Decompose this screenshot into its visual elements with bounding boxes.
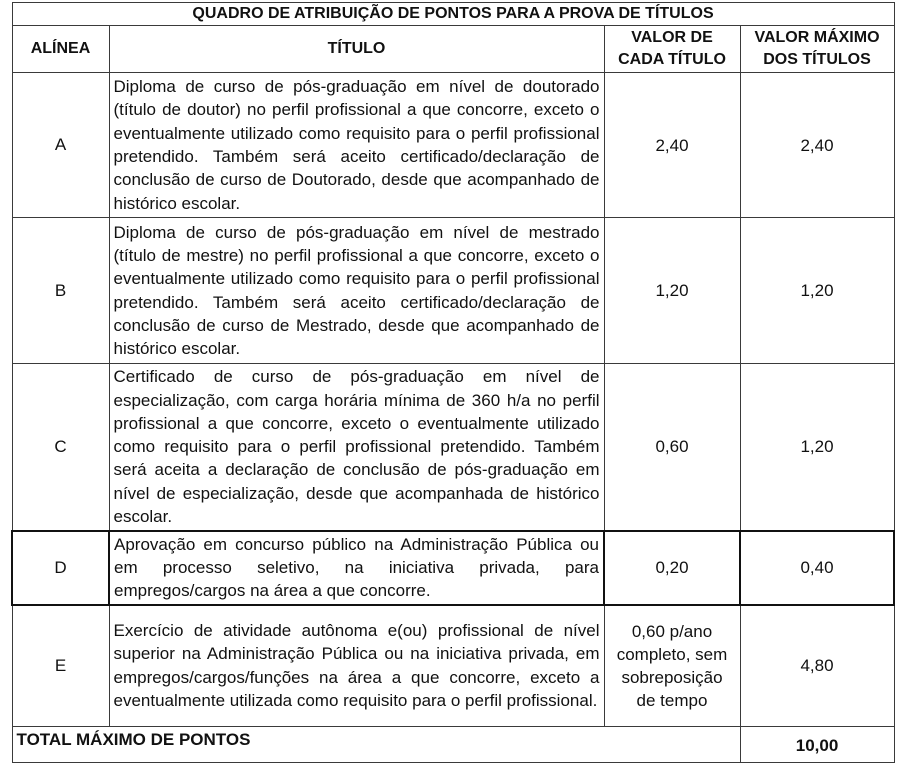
alinea-cell: C (12, 364, 109, 531)
table-row-c (12, 364, 894, 531)
valor-cada-cell (604, 605, 740, 727)
description-cell: Diploma de curso de pós-graduação em nível de mestrado (título de mestre) no perfil profissional a que concorre, exceto o eventualmente utilizado como requisito para o perfil profissional pretendido. Também será aceito certificado/declaração de conclusão de curso de Mestrado, desde que acompanhado de histórico escolar. (109, 218, 604, 364)
table-row-e (12, 605, 894, 727)
valor-cada-cell: 1,20 (604, 218, 740, 364)
header-titulo: TÍTULO (109, 26, 604, 73)
header-valor-maximo (740, 26, 894, 73)
valor-maximo-cell: 4,80 (740, 605, 894, 727)
description-cell: Diploma de curso de pós-graduação em nível de doutorado (título de doutor) no perfil profissional a que concorre, exceto o eventualmente utilizado como requisito para o perfil profissional pretendido. Também será aceito certificado/declaração de conclusão de curso de Doutorado, desde que acompanhado de histórico escolar. (109, 73, 604, 218)
document-page (11, 2, 895, 763)
description-cell: Certificado de curso de pós-graduação em nível de especialização, com carga horária mínima de 360 h/a no perfil profissional a que concorre, exceto o eventualmente utilizado como requisito para o perfil profissional pretendido. Também será aceita a declaração de conclusão de pós-graduação em nível de especialização, desde que acompanhada de histórico escolar. (109, 364, 604, 531)
header-alinea: ALÍNEA (12, 26, 109, 73)
alinea-cell: E (12, 605, 109, 727)
table-title: QUADRO DE ATRIBUIÇÃO DE PONTOS PARA A PROVA DE TÍTULOS (12, 3, 894, 26)
valor-maximo-cell: 0,40 (740, 531, 894, 605)
valor-cada-line: 0,60 p/ano (631, 621, 713, 641)
header-valor-cada-line-1: VALOR DE (631, 29, 713, 46)
description-cell: Aprovação em concurso público na Administração Pública ou em processo seletivo, na iniciativa privada, para empregos/cargos na área a que concorre. (109, 531, 604, 605)
header-valor-cada-line-2: CADA TÍTULO (618, 51, 726, 68)
total-value: 10,00 (740, 727, 894, 763)
valor-cada-line: completo, sem (616, 644, 728, 664)
alinea-cell: B (12, 218, 109, 364)
valor-cada-line: de tempo (636, 690, 708, 710)
valor-maximo-cell: 1,20 (740, 364, 894, 531)
total-row (12, 727, 894, 763)
table-row-b (12, 218, 894, 364)
table-row-a (12, 73, 894, 218)
header-valor-maximo-line-2: DOS TÍTULOS (763, 51, 871, 68)
points-table (11, 2, 895, 763)
valor-cada-line: sobreposição (621, 667, 723, 687)
valor-maximo-cell: 2,40 (740, 73, 894, 218)
valor-cada-cell: 2,40 (604, 73, 740, 218)
valor-maximo-cell: 1,20 (740, 218, 894, 364)
valor-cada-cell: 0,60 (604, 364, 740, 531)
table-row-d (12, 531, 894, 605)
alinea-cell: D (12, 531, 109, 605)
total-label: TOTAL MÁXIMO DE PONTOS (12, 727, 740, 763)
header-valor-maximo-line-1: VALOR MÁXIMO (754, 29, 880, 46)
valor-cada-cell: 0,20 (604, 531, 740, 605)
header-valor-cada (604, 26, 740, 73)
description-cell: Exercício de atividade autônoma e(ou) profissional de nível superior na Administração Pública ou na iniciativa privada, em empregos/cargos/funções na área a que concorre, exceto a eventualmente utilizada como requisito para o perfil profissional. (109, 605, 604, 727)
alinea-cell: A (12, 73, 109, 218)
